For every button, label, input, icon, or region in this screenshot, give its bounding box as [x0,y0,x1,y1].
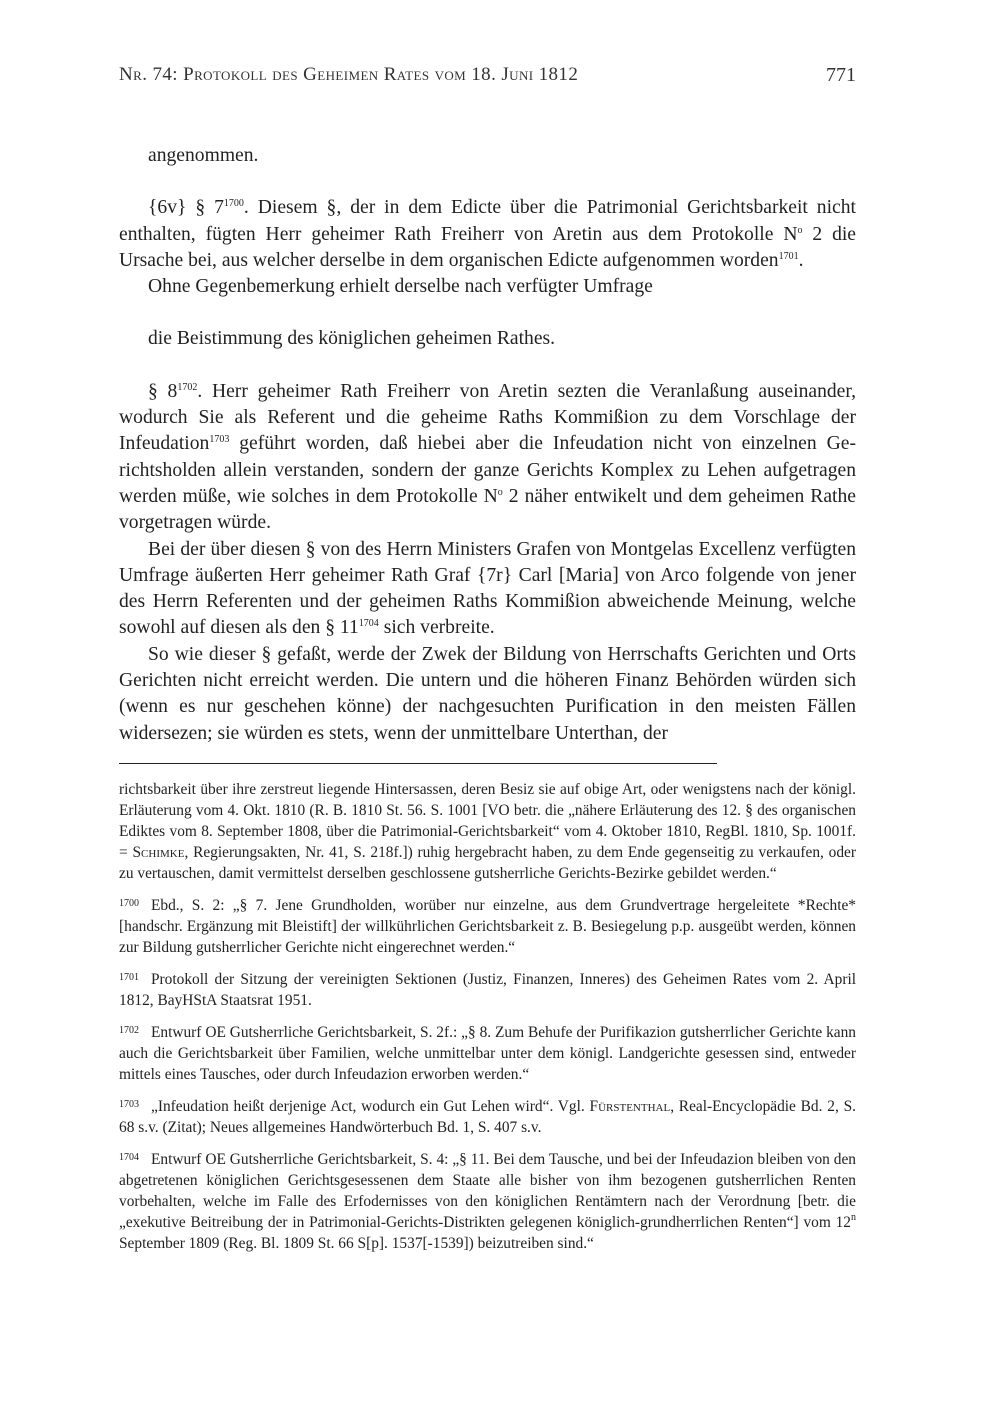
superscript-o: o [497,486,503,498]
text-run: . Herr geheimer Rath Freiherr von Aretin sezten die Veranlaßung auseinander, wodurch Sie als Referent und die geheime Raths Kommißion zu dem Vorschlage der Infeudation [119,380,856,455]
text-run: 2 die Ursache bei, aus welcher derselbe in dem organischen Edicte aufgenommen worden [119,223,857,271]
paragraph-umfrage [119,274,856,300]
text-run: angenommen. [148,145,259,166]
page-number: 771 [826,64,856,86]
text-run: richtsbarkeit über ihre zerstreut liegende Hintersassen, deren Besiz sie auf obige Art, oder wenigstens nach der königl. Erläuterung vom 4. Okt. 1810 (R. B. 1810 St. 56. S. 1001 [VO betr. die „nähere Erläuterung des 12. § des organischen Ediktes vom 8. September 1808, über die Patrimonial-Gerichtsbarkeit“ vom 4. Oktober 1810, RegBl. 1810, Sp. 1001f. = [119,781,856,861]
footnote-number: 1703 [119,1099,139,1110]
text-run: geführt worden, daß hiebei aber die Infeudation nicht von einzelnen Gerichtsholden allein verstanden, sondern der ganze Gerichts Komplex zu Lehen aufgetragen werden müße, wie solches in dem Protokolle N [119,433,856,507]
footnote-number: 1702 [119,1025,139,1036]
footnote-1700 [119,893,856,958]
footnote-ref-1700[interactable]: 1700 [223,198,244,210]
footnote-1701 [119,967,856,1011]
text-run: . [798,249,804,271]
footnote-text: Ebd., S. 2: „§ 7. Jene Grundholden, worüber nur einzelne, aus dem Grundvertrage hergeleitete *Rechte* [handschr. Ergänzung mit Bleistift] der willkührlichen Gerichtsbarkeit z. B. Besiegelung p.p. ausgeübt werden, können zur Bildung gutsherrlicher Gerichte nicht eingerechnet werden.“ [119,897,856,956]
footnote-number: 1700 [119,898,139,909]
text-run: So wie dieser § gefaßt, werde der Zwek der Bildung von Herrschafts Gerichten und Orts Gerichten nicht erreicht werden. Die untern und die höheren Finanz Behörden würden sich (wenn es nur geschehen könne) der nachgesuchten Purification in den meisten Fällen widersezen; sie würden es stets, wenn der unmittelbare Unterthan, der [119,643,856,744]
footnote-text: „Infeudation heißt derjenige Act, wodurch ein Gut Lehen wird“. Vgl. [151,1098,590,1115]
footnote-text: September 1809 (Reg. Bl. 1809 St. 66 S[p]. 1537[-1539]) beizutreiben sind.“ [119,1235,594,1252]
footnote-1703 [119,1094,856,1138]
footnote-ref-1703[interactable]: 1703 [209,434,230,446]
text-run: , Regierungsakten, Nr. 41, S. 218f.]) ruhig hergebracht haben, zu dem Ende gegenseitig zu verkaufen, oder zu vertauschen, damit vermittelst derselben geschlossene gutsherrliche Gerichts-Bezirke gebildet werden.“ [119,844,857,882]
text-run: Bei der über diesen § von des Herrn Ministers Grafen von Montgelas Excellenz verfügten Umfrage äußerten Herr geheimer Rath Graf {7r} Carl [Maria] von Arco folgende von jener des Herrn Referenten und der geheimen Raths Kommißion abweichende Meinung, welche sowohl auf diesen als den § 11 [119,538,856,639]
paragraph-beistimmung [119,326,856,352]
text-run: die Beistimmung des königlichen geheimen Rathes. [148,328,556,350]
author-name: Schimke [132,844,185,861]
footnote-1704 [119,1147,856,1254]
footnote-number: 1701 [119,972,139,983]
running-header [119,62,856,88]
footnote-ref-1704[interactable]: 1704 [358,618,379,630]
paragraph-zwek [119,642,856,747]
footnote-number: 1704 [119,1152,139,1163]
author-name: Fürstenthal [589,1098,671,1115]
text-run: 2 näher entwikelt und dem geheimen Rathe vorgetragen würde. [119,485,856,534]
text-run: . Diesem §, der in dem Edicte über die Patrimonial Gerichtsbarkeit nicht enthalten, fügten Herr geheimer Rath Freiherr von Aretin aus dem Protokolle N [119,197,856,245]
paragraph-angenommen [119,143,856,169]
text-run: sich verbreite. [378,617,495,639]
footnote-1702 [119,1020,856,1085]
footnote-ref-1702[interactable]: 1702 [177,381,198,393]
paragraph-section-7 [119,195,856,274]
footnote-continuation [119,779,856,884]
running-title: Nr. 74: Protokoll des Geheimen Rates vom 18. Juni 1812 [119,64,579,85]
footnote-text: Protokoll der Sitzung der vereinigten Sektionen (Justiz, Finanzen, Inneres) des Geheimen Rates vom 2. April 1812, BayHStA Staatsrat 1951. [119,971,856,1009]
superscript-n: n [851,1212,856,1223]
main-text [119,143,856,747]
superscript-o: o [797,224,803,236]
footnote-ref-1701[interactable]: 1701 [778,250,799,262]
footnote-separator [119,763,717,764]
text-run: {6v} § 7 [148,197,224,219]
footnote-text: , Real-Encyclopädie Bd. 2, S. 68 s.v. (Zitat); Neues allgemeines Handwörterbuch Bd. 1, S. 407 s.v. [119,1098,856,1136]
footnotes [119,779,856,1263]
text-run: § 8 [148,380,178,402]
footnote-text: Entwurf OE Gutsherrliche Gerichtsbarkeit, S. 2f.: „§ 8. Zum Behufe der Purifikazion gutsherrlicher Gerichte kann auch die Gerichtsbarkeit über Familien, welche unmittelbar unter dem königl. Landgerichte gesessen sind, entweder mittels eines Tausches, oder durch Infeudazion erworben werden.“ [119,1024,856,1083]
text-run: Ohne Gegenbemerkung erhielt derselbe nach verfügter Umfrage [148,276,653,298]
paragraph-section-8 [119,379,856,537]
footnote-text: Entwurf OE Gutsherrliche Gerichtsbarkeit, S. 4: „§ 11. Bei dem Tausche, und bei der Infeudazion bleiben von den abgetretenen königlichen Gerichtsgesessenen dem Staate alle bisher von ihm bezogenen gutsherrlichen Renten vorbehalten, welche im Falle des Erfodernisses von den königlichen Rentämtern nach der Verordnung [betr. die „exekutive Beitreibung der in Patrimonial-Gerichts-Distrikten gelegenen königlich-grundherrlichen Renten“] vom 12 [119,1151,856,1231]
paragraph-umfrage-arco [119,537,856,642]
